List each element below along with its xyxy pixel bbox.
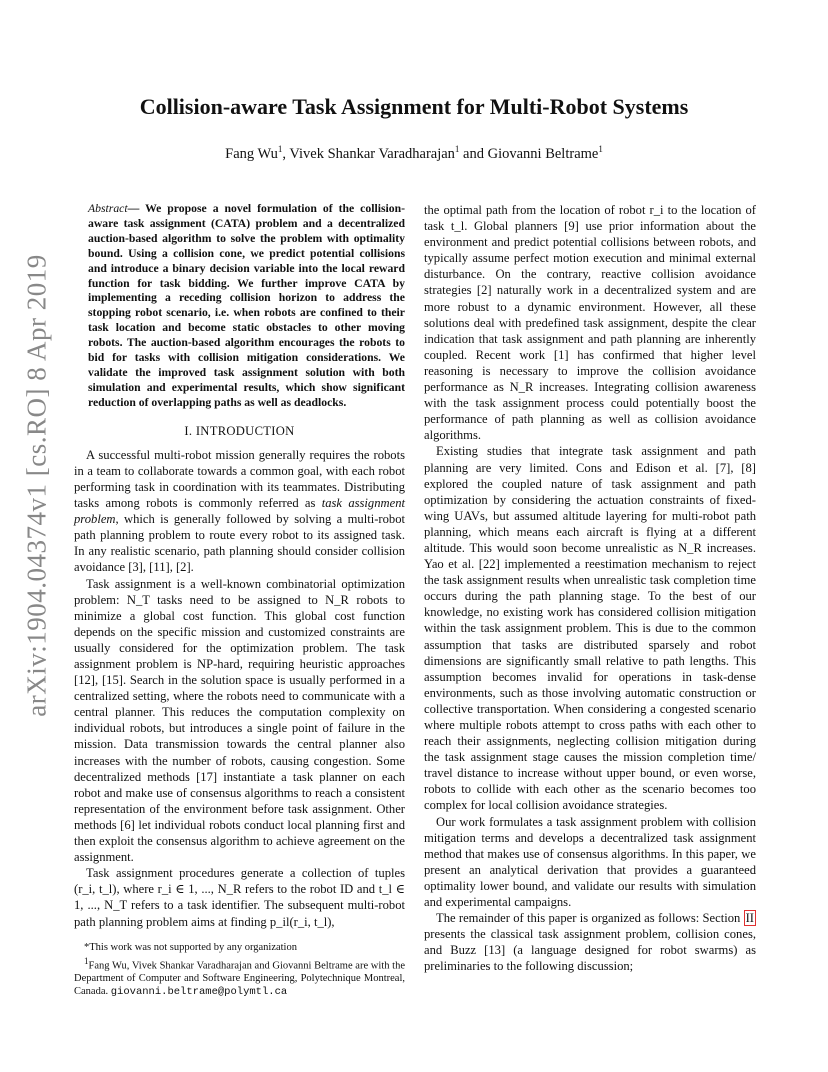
section-reference-link[interactable]: II [745,911,754,926]
text-run: Fang Wu, Vivek Shankar Varadharajan and Giovanni Beltrame are with the Department of Computer and Software Engineering, Polytechnique Montreal, Canada. [74,960,405,997]
affiliation-mark: 1 [454,144,460,154]
paper-title: Collision-aware Task Assignment for Multi-Robot Systems [139,94,689,119]
contact-email: giovanni.beltrame@polymtl.ca [110,985,288,998]
right-column [424,202,756,975]
author-name: Fang Wu [225,145,278,162]
intro-paragraph-5: Our work formulates a task assignment problem with collision mitigation terms and develops a decentralized task assignment method that makes use of consensus algorithms. In this paper, we present an analytical derivation that provides a guaranteed optimality lower bound, and validate our results with simulation and experimental campaigns. [424,814,756,910]
abstract-text: — We propose a novel formulation of the collision-aware task assignment (CATA) problem and a decentralized auction-based algorithm to solve the problem with optimality bound. Using a collision cone, we predict potential collisions and introduce a binary decision variable into the local reward function for task bidding. We further improve CATA by implementing a receding collision horizon to address the stopping robot scenario, i.e. when robots are confined to their task location and become static obstacles to other moving robots. The auction-based algorithm encourages the robots to bid for tasks with collision mitigation considerations. We validate the improved task assignment solution with both simulation and experimental results, which show significant reduction of overlapping paths as well as deadlocks. [88,202,405,409]
left-column [74,202,405,930]
text-run: , which is generally followed by solving a multi-robot path planning problem to route every robot to its assigned task. In any realistic scenario, path planning should consider collision avoidance [3], [11], [2]. [74,512,405,575]
affiliation-mark: 1 [84,955,89,966]
intro-paragraph-3: Task assignment procedures generate a collection of tuples (r_i, t_l), where r_i ∈ 1, ..., N_R refers to the robot ID and t_l ∈ 1, ..., N_T refers to a task identifier. The subsequent multi-robot path planning problem aims at finding p_il(r_i, t_l), [74,866,405,929]
arxiv-sidebar [12,253,62,717]
arxiv-identifier: arXiv:1904.04374v1 [cs.RO] 8 Apr 2019 [21,253,52,717]
intro-paragraph-4: Existing studies that integrate task assignment and path planning are very limited. Cons and Edison et al. [7], [8] explored the coupled nature of task assignment and path optimization by considering the actuation constraints of fixed-wing UAVs, but assumed altitude layering for multi-robot path planning, which means each aircraft is flying at a different altitude. This would soon become unrealistic as N_R increases. Yao et al. [22] implemented a reestimation mechanism to reject the task assignment results when unrealistic task completion time occurs during the path planning stage. To the best of our knowledge, no existing work has considered collision mitigation within the task assignment problem. This is due to the common assumption that tasks are distributed sparsely and robot dimensions are significantly small relative to path lengths. This assumption becomes invalid for operations in task-dense environments, such as those involving automatic construction or collective transportation. When considering a congested scenario where multiple robots attempt to cross paths with each other to reach their assignments, neglecting collision mitigation during the task assignment stage causes the mission completion time/ travel distance to increase without upper bound, or even worse, robots to collide with each other as the scenario becomes too complex for local collision avoidance strategies. [424,444,756,813]
affiliation-mark: 1 [598,144,603,154]
intro-paragraph-6 [424,910,756,974]
author-line [0,144,828,163]
author-name: Vivek Shankar Varadharajan [289,145,455,162]
intro-paragraph-continued: the optimal path from the location of robot r_i to the location of task t_l. Global planners [9] use prior information about the environment and predict potential collisions between robots, and typically assume perfect motion execution and minimal external disturbance. On the contrary, reactive collision avoidance strategies [2] naturally work in a decentralized system and are more robust to a dynamic environment. However, all these solutions deal with predefined task assignment, despite the clear indication that task assignment and path planning are inherently coupled. Recent work [1] has confirmed that higher level reasoning is necessary to improve the collision avoidance performance as N_R increases. Integrating collision awareness with the task assignment process could potentially boost the performance of path planning as well as collision avoidance algorithms. [424,203,756,443]
affiliation-mark: 1 [277,144,283,154]
footnote-funding: *This work was not supported by any organization [84,942,297,953]
author-separator: , [282,145,290,162]
intro-paragraph-1 [74,447,405,576]
footnote-affiliation [74,955,405,999]
emphasis: task assignment problem [74,496,406,527]
intro-paragraph-2: Task assignment is a well-known combinatorial optimization problem: N_T tasks need to be assigned to N_R robots to minimize a global cost function. This global cost function depends on the specific mission and customized constraints are usually considered for the optimization problem. The task assignment problem is NP-hard, requiring heuristic approaches [12], [15]. Search in the solution space is usually performed in a centralized setting, where the robots need to communicate with a central planner. This reduces the computation complexity on individual robots, but introduces a single point of failure in the mission. Data transmission towards the central planner also increases with the number of robots, causing congestion. Some decentralized methods [17] instantiate a task planner on each robot and make use of consensus algorithms to reach a consistent representation of the environment before task assignment. Other methods [6] let individual robots conduct local planning first and then exploit the consensus algorithm to achieve agreement on the assignment. [74,576,405,865]
text-run: presents the classical task assignment problem, collision cones, and Buzz [13] (a language designed for robot swarms) as preliminaries to the following discussion; [424,927,756,974]
author-name: Giovanni Beltrame [487,145,599,162]
author-separator: and [459,145,488,162]
text-run: The remainder of this paper is organized as follows: Section [436,911,744,926]
footnotes [74,942,405,999]
abstract [88,202,405,411]
section-heading-introduction: I. INTRODUCTION [184,423,295,438]
text-run: A successful multi-robot mission generally requires the robots in a team to collaborate towards a common goal, with each robot performing task in coordination with its teammates. Distributing tasks among robots is commonly referred as [74,447,405,511]
abstract-lead: Abstract [88,202,128,215]
